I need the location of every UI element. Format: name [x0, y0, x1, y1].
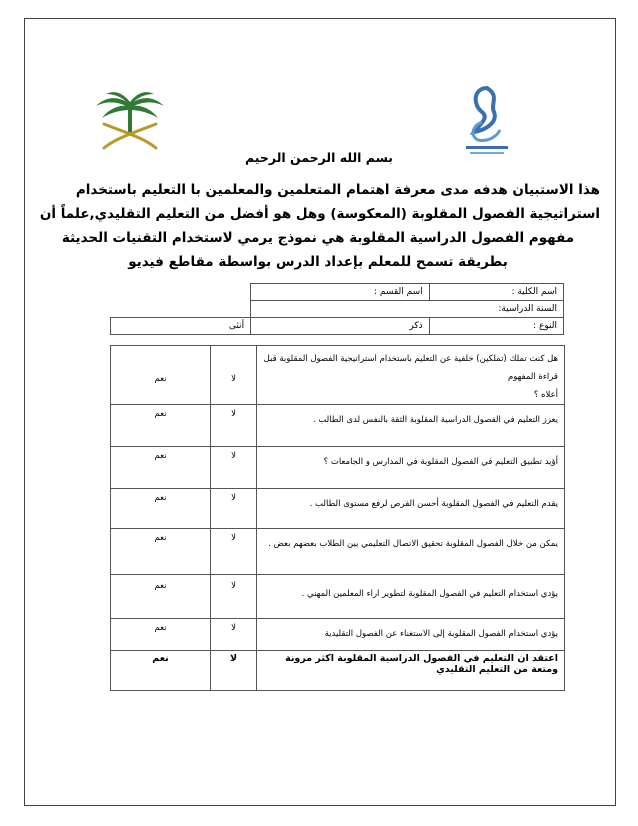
year-cell[interactable]: [251, 301, 564, 318]
college-label: اسم الكلية :: [511, 287, 557, 297]
no-option[interactable]: لا: [211, 489, 257, 529]
basmala: بسم الله الرحمن الرحيم: [245, 150, 393, 165]
male-option[interactable]: [251, 318, 430, 335]
questions-table: [110, 345, 565, 691]
question-text: أؤيد تطبيق التعليم في الفصول المقلوبة في المدارس و الجامعات ؟: [257, 447, 565, 489]
yes-option[interactable]: نعم: [111, 575, 211, 619]
intro-paragraph: [36, 178, 600, 274]
no-option[interactable]: لا: [211, 619, 257, 651]
intro-line: هذا الاستبيان هدفه مدى معرفة اهتمام المتعلمين والمعلمين با التعليم باستخدام: [75, 182, 600, 198]
female-label: أنثى: [228, 321, 245, 331]
yes-option[interactable]: نعم: [111, 651, 211, 691]
no-option[interactable]: لا: [211, 575, 257, 619]
info-table: [110, 283, 564, 335]
yes-option[interactable]: نعم: [111, 619, 211, 651]
yes-option[interactable]: نعم: [111, 346, 211, 405]
female-option[interactable]: [111, 318, 251, 335]
question-text: يقدم التعليم في الفصول المقلوبة أحسن الفرص لرفع مستوى الطالب .: [257, 489, 565, 529]
yes-option[interactable]: نعم: [111, 447, 211, 489]
no-option[interactable]: لا: [211, 346, 257, 405]
question-text: [257, 346, 565, 405]
intro-line: استراتيجية الفصول المقلوبة (المعكوسة) وهل هو أفضل من التعليم التقليدي,علماً أن: [39, 206, 600, 222]
question-text: يمكن من خلال الفصول المقلوبة تحقيق الاتصال التعليمي بين الطلاب بعضهم بعض .: [257, 529, 565, 575]
department-label: اسم القسم :: [374, 287, 423, 297]
question-text: يعزز التعليم في الفصول الدراسية المقلوبة الثقة بالنفس لدى الطالب .: [257, 405, 565, 447]
yes-option[interactable]: نعم: [111, 489, 211, 529]
college-label-cell: [429, 284, 563, 301]
department-cell[interactable]: [251, 284, 430, 301]
year-label: السنة الدراسية:: [498, 304, 557, 314]
question-text: يؤدي استخدام التعليم في الفصول المقلوبة لتطوير اراء المعلمين المهني .: [257, 575, 565, 619]
gender-label: النوع :: [533, 321, 557, 331]
question-line: أعلاه ؟: [533, 390, 558, 400]
no-option[interactable]: لا: [211, 651, 257, 691]
intro-line: بطريقة تسمح للمعلم بإعداد الدرس بواسطة مقاطع فيديو: [128, 254, 508, 270]
gender-label-cell: [429, 318, 563, 335]
question-text: يؤدي استخدام الفصول المقلوبة إلى الاستغناء عن الفصول التقليدية: [257, 619, 565, 651]
question-text: اعتقد ان التعليم في الفصول الدراسية المقلوبة اكثر مرونة ومتعة من التعليم التقليدي: [257, 651, 565, 691]
no-option[interactable]: لا: [211, 405, 257, 447]
no-option[interactable]: لا: [211, 529, 257, 575]
intro-line: مفهوم الفصول الدراسية المقلوبة هي نموذج يرمي لاستخدام التقنيات الحديثة: [61, 230, 575, 246]
yes-option[interactable]: نعم: [111, 529, 211, 575]
question-line: هل كنت تملك (تملكين) خلفية عن التعليم باستخدام استراتيجية الفصول المقلوبة قبل قراءة المفهوم: [263, 354, 558, 382]
male-label: ذكر: [409, 321, 423, 331]
no-option[interactable]: لا: [211, 447, 257, 489]
yes-option[interactable]: نعم: [111, 405, 211, 447]
saudi-emblem-logo: [86, 90, 174, 158]
